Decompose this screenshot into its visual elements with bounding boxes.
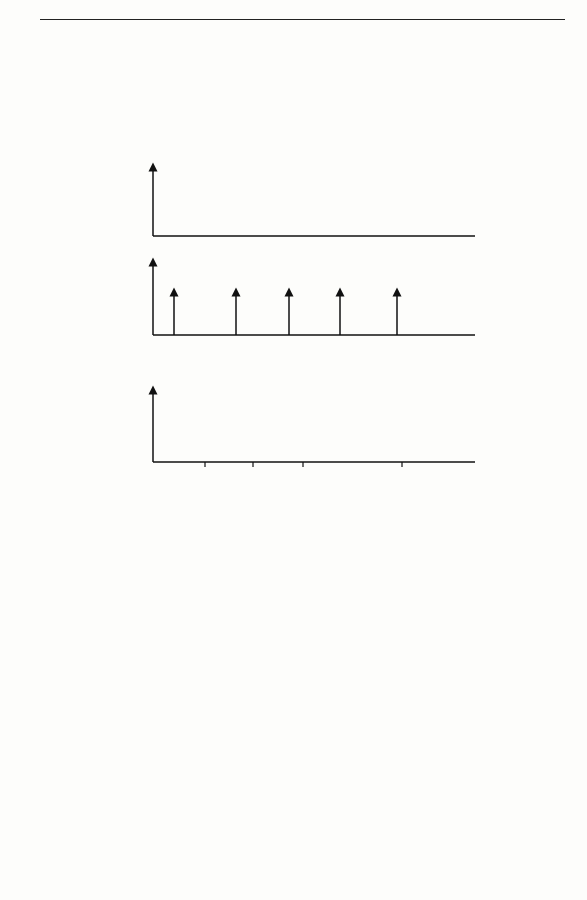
bottom-plot [153, 390, 475, 467]
top-plot [153, 167, 475, 236]
middle-plot [153, 262, 475, 335]
page-header [40, 3, 565, 20]
figure-12-1 [0, 150, 587, 492]
